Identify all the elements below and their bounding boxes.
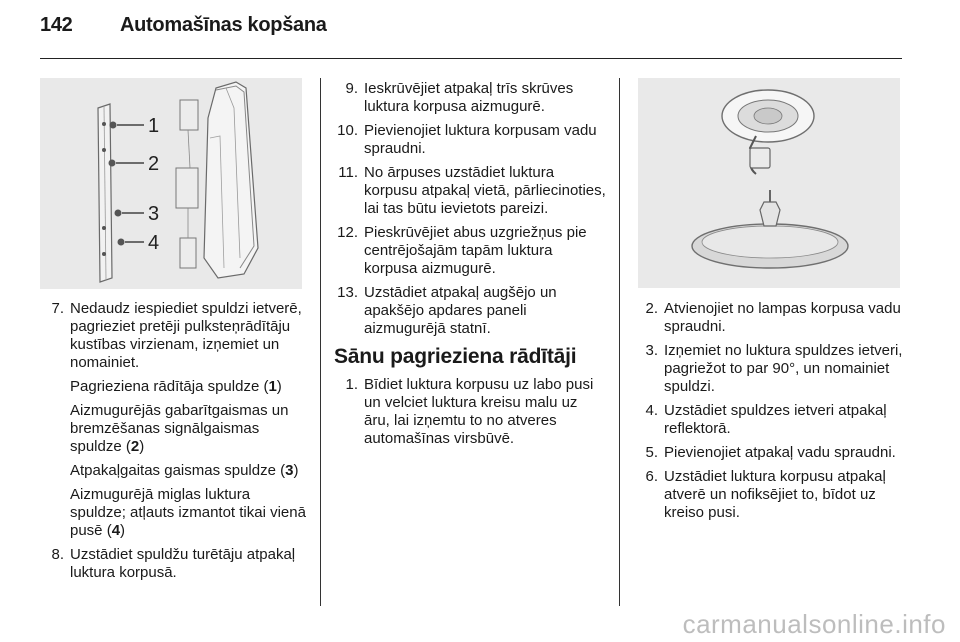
list-item-s5: 5. Pievienojiet atpakaļ vadu spraudni. bbox=[645, 444, 896, 461]
bulb-note-4: Aizmugurējā miglas luktura spuldze; atļauts izmantot tikai vienā pusē (4) bbox=[70, 486, 306, 539]
figure-side-indicator bbox=[638, 78, 900, 288]
bulb-note-2: Aizmugurējās gabarītgaismas un bremzēšanas signālgaismas spuldze (2) bbox=[70, 402, 289, 455]
column-1 bbox=[40, 300, 310, 588]
list-item-11: 11. No ārpuses uzstādiet luktura korpusu atpakaļ vietā, pārliecinoties, lai tas būtu ievietots pareizi. bbox=[338, 164, 606, 217]
header-rule bbox=[40, 58, 902, 59]
section-heading: Sānu pagrieziena rādītāji bbox=[334, 345, 577, 368]
list-item-side-1: 1. Bīdiet luktura korpusu uz labo pusi un velciet luktura kreisu malu uz āru, lai izņemtu to no atveres automašīnas virsbūvē. bbox=[345, 376, 594, 447]
list-item-9: 9. Ieskrūvējiet atpakaļ trīs skrūves luktura korpusa aizmugurē. bbox=[345, 80, 574, 115]
item-number: 8. bbox=[51, 546, 64, 563]
figure-rear-lamp bbox=[40, 78, 302, 289]
list-item-10: 10. Pievienojiet luktura korpusam vadu spraudni. bbox=[337, 122, 597, 157]
callout-3: 3 bbox=[148, 203, 160, 225]
item-text: Uzstādiet spuldžu turētāju atpakaļ luktura korpusā. bbox=[70, 546, 296, 581]
list-item-13: 13. Uzstādiet atpakaļ augšējo un apakšējo apdares paneli aizmugurējā statnī. bbox=[337, 284, 557, 337]
watermark: carmanualsonline.info bbox=[682, 609, 946, 639]
page-number: 142 bbox=[40, 14, 73, 36]
column-divider-1 bbox=[320, 78, 321, 606]
callout-1: 1 bbox=[148, 115, 160, 137]
bulb-ref-2: 2 bbox=[130, 438, 140, 455]
page-title: Automašīnas kopšana bbox=[120, 14, 327, 36]
column-divider-2 bbox=[619, 78, 620, 606]
column-3 bbox=[634, 300, 906, 528]
column-2 bbox=[334, 80, 606, 454]
list-item-s2: 2. Atvienojiet no lampas korpusa vadu spraudni. bbox=[645, 300, 901, 335]
list-item-s6: 6. Uzstādiet luktura korpusu atpakaļ atverē un nofiksējiet to, bīdot uz kreiso pusi. bbox=[645, 468, 886, 521]
list-item-s4: 4. Uzstādiet spuldzes ietveri atpakaļ reflektorā. bbox=[645, 402, 887, 437]
item-text: Nedaudz iespiediet spuldzi ietverē, pagrieziet pretēji pulksteņrādītāju kustības virzienam, izņemiet un nomainiet. bbox=[70, 300, 302, 371]
bulb-ref-4: 4 bbox=[111, 522, 121, 539]
callout-4: 4 bbox=[148, 232, 160, 254]
side-indicator-illustration bbox=[638, 78, 900, 288]
bulb-note-1: Pagrieziena rādītāja spuldze (1) bbox=[70, 378, 282, 395]
list-item-12: 12. Pieskrūvējiet abus uzgriežņus pie centrējošajām tapām luktura korpusa aizmugurē. bbox=[337, 224, 587, 277]
bulb-note-3: Atpakaļgaitas gaismas spuldze (3) bbox=[70, 462, 299, 479]
list-item-s3: 3. Izņemiet no luktura spuldzes ietveri, pagriežot to par 90°, un nomainiet spuldzi. bbox=[645, 342, 903, 395]
list-item-8 bbox=[40, 546, 310, 582]
list-item-7 bbox=[40, 300, 310, 372]
bulb-ref-1: 1 bbox=[268, 378, 277, 395]
page-header bbox=[40, 14, 327, 37]
rear-lamp-illustration bbox=[40, 78, 302, 289]
item-number: 7. bbox=[51, 300, 64, 317]
callout-2: 2 bbox=[148, 153, 160, 175]
bulb-ref-3: 3 bbox=[285, 462, 294, 479]
